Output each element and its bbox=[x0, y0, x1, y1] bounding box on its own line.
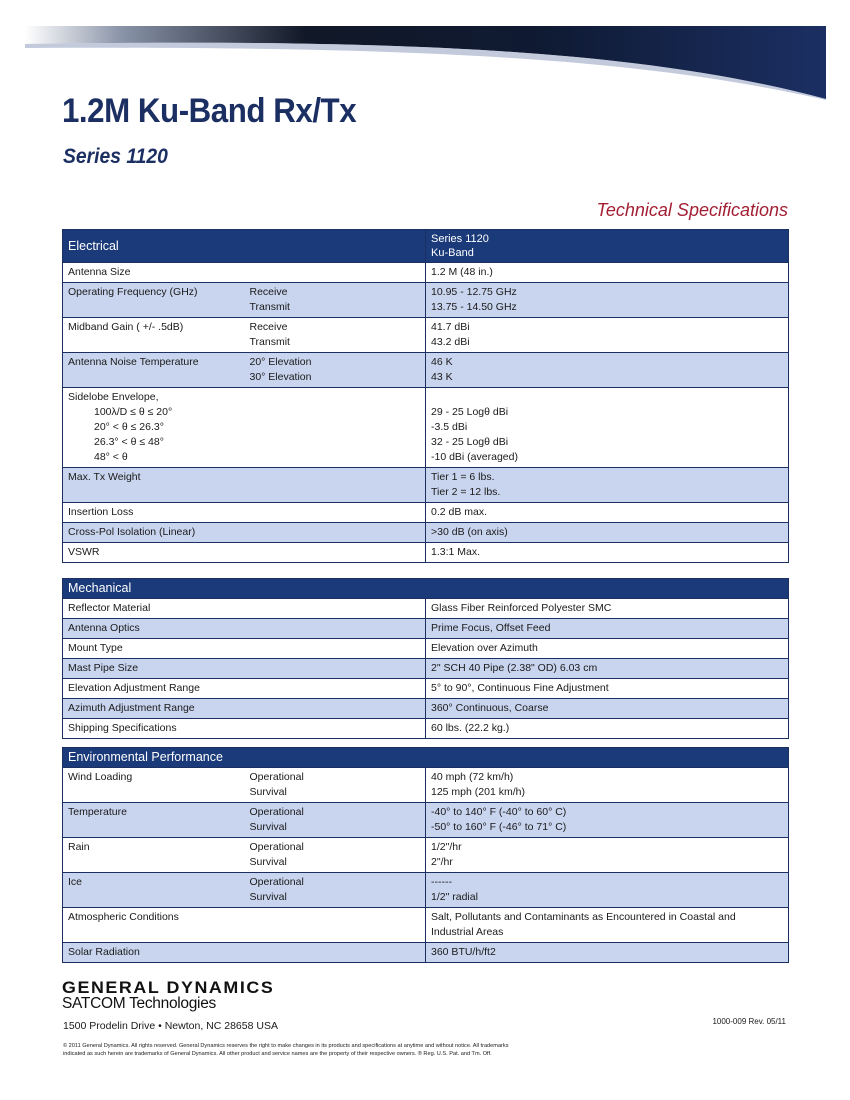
table-row bbox=[63, 619, 789, 639]
row-values bbox=[426, 838, 789, 873]
row-sublabels bbox=[245, 873, 426, 908]
row-values bbox=[426, 318, 789, 353]
sublabel: Receive bbox=[249, 321, 288, 333]
row-value: -40° to 140° F (-40° to 60° C) bbox=[431, 806, 567, 818]
table-row bbox=[63, 679, 789, 699]
row-values bbox=[426, 468, 789, 503]
row-value: 40 mph (72 km/h) bbox=[431, 771, 514, 783]
row-value: 29 - 25 Logθ dBi bbox=[431, 406, 509, 418]
row-label: Atmospheric Conditions bbox=[63, 908, 426, 943]
row-label: Reflector Material bbox=[63, 599, 426, 619]
row-values bbox=[426, 768, 789, 803]
sidelobe-range: 20° < θ ≤ 26.3° bbox=[94, 421, 164, 433]
table-row bbox=[63, 719, 789, 739]
row-value: Industrial Areas bbox=[431, 926, 504, 938]
table-row bbox=[63, 639, 789, 659]
sidelobe-range: 48° < θ bbox=[94, 451, 128, 463]
mechanical-section bbox=[62, 578, 788, 739]
row-values bbox=[426, 353, 789, 388]
table-row bbox=[63, 599, 789, 619]
table-row bbox=[63, 699, 789, 719]
row-sublabels bbox=[245, 803, 426, 838]
row-value: 360° Continuous, Coarse bbox=[426, 699, 789, 719]
row-values bbox=[426, 283, 789, 318]
electrical-table bbox=[62, 229, 789, 563]
sublabel: Operational bbox=[249, 876, 304, 888]
table-row bbox=[63, 523, 789, 543]
row-value: 60 lbs. (22.2 kg.) bbox=[426, 719, 789, 739]
row-label: Max. Tx Weight bbox=[63, 468, 426, 503]
series-subtitle: Series 1120 bbox=[63, 145, 168, 168]
row-label: Ice bbox=[63, 873, 245, 908]
row-sublabels bbox=[245, 318, 426, 353]
table-row bbox=[63, 503, 789, 523]
electrical-section bbox=[62, 229, 788, 563]
row-values bbox=[426, 873, 789, 908]
table-row bbox=[63, 908, 789, 943]
row-label: Rain bbox=[63, 838, 245, 873]
table-row bbox=[63, 318, 789, 353]
row-value: 32 - 25 Logθ dBi bbox=[431, 436, 509, 448]
row-label: Azimuth Adjustment Range bbox=[63, 699, 426, 719]
series-heading-line1: Series 1120 bbox=[431, 233, 489, 245]
sublabel: Transmit bbox=[249, 336, 290, 348]
row-values bbox=[426, 803, 789, 838]
row-label: Midband Gain ( +/- .5dB) bbox=[63, 318, 245, 353]
row-value: 13.75 - 14.50 GHz bbox=[431, 301, 517, 313]
row-value: Glass Fiber Reinforced Polyester SMC bbox=[426, 599, 789, 619]
environmental-heading: Environmental Performance bbox=[63, 748, 789, 768]
legal-notice bbox=[63, 1042, 623, 1058]
row-value: 1.3:1 Max. bbox=[426, 543, 789, 563]
row-value: 43 K bbox=[431, 371, 453, 383]
row-value: Tier 2 = 12 lbs. bbox=[431, 486, 501, 498]
row-label: Temperature bbox=[63, 803, 245, 838]
environmental-table bbox=[62, 747, 789, 963]
page-title: 1.2M Ku-Band Rx/Tx bbox=[62, 92, 357, 130]
row-label: Operating Frequency (GHz) bbox=[63, 283, 245, 318]
electrical-heading: Electrical bbox=[63, 230, 426, 263]
table-row bbox=[63, 353, 789, 388]
series-column-heading bbox=[426, 230, 789, 263]
row-value: 43.2 dBi bbox=[431, 336, 470, 348]
legal-line: © 2011 General Dynamics. All rights reserved. General Dynamics reserves the right to make changes in its products and specifications at anytime and without notice. All trademarks bbox=[63, 1043, 509, 1049]
row-label: Antenna Optics bbox=[63, 619, 426, 639]
table-row bbox=[63, 388, 789, 468]
row-sublabels bbox=[245, 353, 426, 388]
row-value: -10 dBi (averaged) bbox=[431, 451, 518, 463]
row-value: 46 K bbox=[431, 356, 453, 368]
row-value: 1/2" radial bbox=[431, 891, 478, 903]
sublabel: 30° Elevation bbox=[249, 371, 312, 383]
mechanical-table bbox=[62, 578, 789, 739]
row-values bbox=[426, 908, 789, 943]
table-row bbox=[63, 659, 789, 679]
row-value: 10.95 - 12.75 GHz bbox=[431, 286, 517, 298]
row-value: ------ bbox=[431, 876, 452, 888]
table-row bbox=[63, 803, 789, 838]
row-label: Sidelobe Envelope, bbox=[68, 391, 159, 403]
row-value: 0.2 dB max. bbox=[426, 503, 789, 523]
row-label: Antenna Noise Temperature bbox=[63, 353, 245, 388]
sublabel: Survival bbox=[249, 856, 287, 868]
row-label: VSWR bbox=[63, 543, 426, 563]
row-value: Prime Focus, Offset Feed bbox=[426, 619, 789, 639]
row-sublabels bbox=[245, 768, 426, 803]
row-value: >30 dB (on axis) bbox=[426, 523, 789, 543]
row-value: 2"/hr bbox=[431, 856, 453, 868]
row-label: Elevation Adjustment Range bbox=[63, 679, 426, 699]
sublabel: Survival bbox=[249, 786, 287, 798]
row-value: -3.5 dBi bbox=[431, 421, 468, 433]
row-value: Elevation over Azimuth bbox=[426, 639, 789, 659]
row-label: Insertion Loss bbox=[63, 503, 426, 523]
row-value: 2" SCH 40 Pipe (2.38" OD) 6.03 cm bbox=[426, 659, 789, 679]
company-address: 1500 Prodelin Drive • Newton, NC 28658 USA bbox=[63, 1020, 278, 1032]
table-row bbox=[63, 468, 789, 503]
row-label: Antenna Size bbox=[63, 263, 426, 283]
row-label: Solar Radiation bbox=[63, 943, 426, 963]
table-row bbox=[63, 263, 789, 283]
table-row bbox=[63, 283, 789, 318]
sidelobe-range: 26.3° < θ ≤ 48° bbox=[94, 436, 164, 448]
row-label: Mount Type bbox=[63, 639, 426, 659]
sidelobe-labels bbox=[63, 388, 245, 468]
row-value: Tier 1 = 6 lbs. bbox=[431, 471, 495, 483]
mechanical-heading: Mechanical bbox=[63, 579, 789, 599]
row-sublabels bbox=[245, 283, 426, 318]
legal-line: indicated as such herein are trademarks of General Dynamics. All other product and service names are the property of their respective owners. ® Reg. U.S. Pat. and Tm. Off. bbox=[63, 1051, 492, 1057]
sublabel: Transmit bbox=[249, 301, 290, 313]
row-value: 41.7 dBi bbox=[431, 321, 470, 333]
row-value: -50° to 160° F (-46° to 71° C) bbox=[431, 821, 567, 833]
company-division: SATCOM Technologies bbox=[62, 995, 216, 1012]
row-label: Cross-Pol Isolation (Linear) bbox=[63, 523, 426, 543]
table-row bbox=[63, 543, 789, 563]
technical-specifications-label: Technical Specifications bbox=[596, 200, 788, 220]
row-value: 1.2 M (48 in.) bbox=[426, 263, 789, 283]
table-row bbox=[63, 838, 789, 873]
sublabel: Operational bbox=[249, 806, 304, 818]
sublabel: Survival bbox=[249, 891, 287, 903]
row-value: 1/2"/hr bbox=[431, 841, 462, 853]
mechanical-header-row bbox=[63, 579, 789, 599]
environmental-header-row bbox=[63, 748, 789, 768]
table-row bbox=[63, 943, 789, 963]
sublabel: Survival bbox=[249, 821, 287, 833]
electrical-header-row bbox=[63, 230, 789, 263]
row-label: Wind Loading bbox=[63, 768, 245, 803]
row-value: 360 BTU/h/ft2 bbox=[426, 943, 789, 963]
row-label: Shipping Specifications bbox=[63, 719, 426, 739]
table-row bbox=[63, 768, 789, 803]
document-number: 1000-009 Rev. 05/11 bbox=[712, 1017, 786, 1026]
row-sublabels bbox=[245, 838, 426, 873]
sidelobe-range: 100λ/D ≤ θ ≤ 20° bbox=[94, 406, 173, 418]
table-row bbox=[63, 873, 789, 908]
sublabel: 20° Elevation bbox=[249, 356, 312, 368]
row-label: Mast Pipe Size bbox=[63, 659, 426, 679]
header-swoosh-graphic bbox=[0, 0, 850, 100]
row-value: 5° to 90°, Continuous Fine Adjustment bbox=[426, 679, 789, 699]
sublabel: Operational bbox=[249, 841, 304, 853]
sublabel: Receive bbox=[249, 286, 288, 298]
environmental-section bbox=[62, 747, 788, 963]
sublabel: Operational bbox=[249, 771, 304, 783]
row-values bbox=[426, 388, 789, 468]
company-logo-wordmark: GENERAL DYNAMICS bbox=[62, 978, 275, 997]
series-heading-line2: Ku-Band bbox=[431, 247, 474, 259]
row-value: Salt, Pollutants and Contaminants as Encountered in Coastal and bbox=[431, 911, 736, 923]
row-value: 125 mph (201 km/h) bbox=[431, 786, 525, 798]
